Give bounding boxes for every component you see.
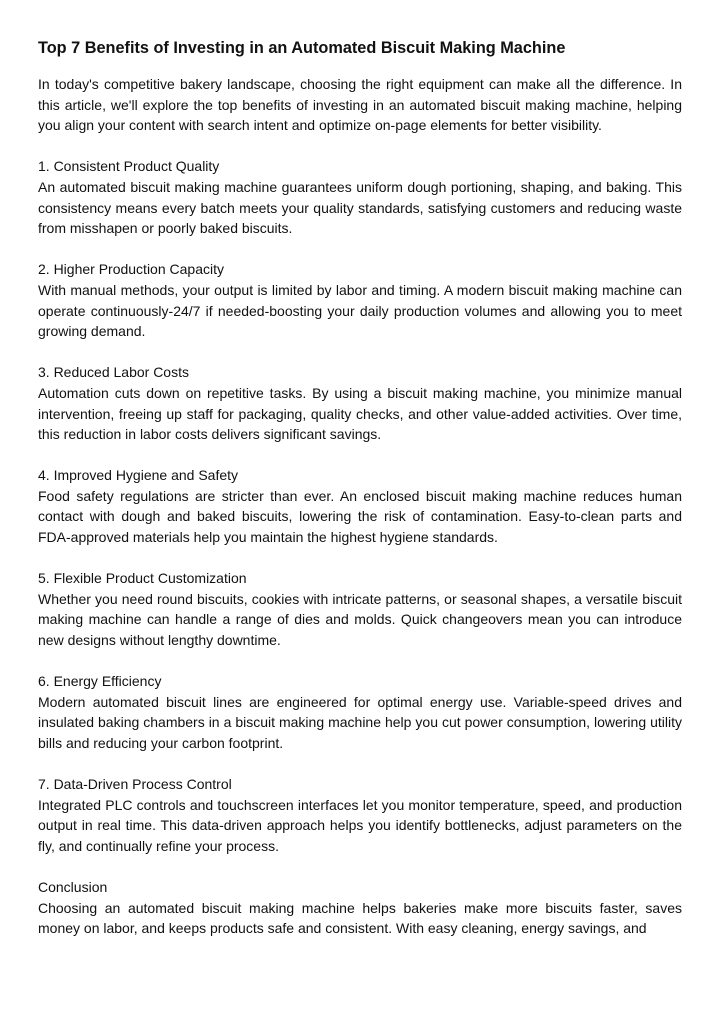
section-production-capacity	[38, 259, 682, 341]
section-heading: 2. Higher Production Capacity	[38, 261, 224, 278]
section-hygiene-safety	[38, 465, 682, 547]
section-conclusion	[38, 877, 682, 939]
section-heading: 6. Energy Efficiency	[38, 673, 162, 690]
section-text: Choosing an automated biscuit making machine helps bakeries make more biscuits faster, saves money on labor, and keeps products safe and consistent. With easy cleaning, energy savings, and	[38, 899, 682, 937]
intro-paragraph: In today's competitive bakery landscape, choosing the right equipment can make all the difference. In this article, we'll explore the top benefits of investing in an automated biscuit making machine, helping you align your content with search intent and optimize on-page elements for better visibility.	[38, 76, 682, 134]
section-text: With manual methods, your output is limited by labor and timing. A modern biscuit making machine can operate continuously-24/7 if needed-boosting your daily production volumes and allowing you to meet growing demand.	[38, 281, 682, 340]
section-energy-efficiency	[38, 671, 682, 753]
document-title: Top 7 Benefits of Investing in an Automated Biscuit Making Machine	[38, 39, 566, 57]
document-body	[38, 74, 682, 960]
section-heading: 5. Flexible Product Customization	[38, 570, 247, 587]
section-text: Whether you need round biscuits, cookies with intricate patterns, or seasonal shapes, a versatile biscuit making machine can handle a range of dies and molds. Quick changeovers mean you can introduce new designs without lengthy downtime.	[38, 590, 682, 649]
section-heading: 1. Consistent Product Quality	[38, 158, 220, 175]
section-heading: 7. Data-Driven Process Control	[38, 776, 232, 793]
section-labor-costs	[38, 362, 682, 444]
section-process-control	[38, 774, 682, 856]
section-text: Food safety regulations are stricter than ever. An enclosed biscuit making machine reduces human contact with dough and baked biscuits, lowering the risk of contamination. Easy-to-clean parts and FDA-approved materials help you maintain the highest hygiene standards.	[38, 487, 682, 546]
section-heading: Conclusion	[38, 879, 108, 896]
section-heading: 3. Reduced Labor Costs	[38, 364, 189, 381]
section-text: Integrated PLC controls and touchscreen interfaces let you monitor temperature, speed, and production output in real time. This data-driven approach helps you identify bottlenecks, adjust parameters on the fly, and continually refine your process.	[38, 796, 682, 854]
section-consistent-quality	[38, 156, 682, 238]
section-text: Automation cuts down on repetitive tasks. By using a biscuit making machine, you minimize manual intervention, freeing up staff for packaging, quality checks, and other value-added activities. Over time, this reduction in labor costs delivers significant savings.	[38, 384, 682, 443]
section-heading: 4. Improved Hygiene and Safety	[38, 467, 239, 484]
section-customization	[38, 568, 682, 650]
section-text: Modern automated biscuit lines are engineered for optimal energy use. Variable-speed drives and insulated baking chambers in a biscuit making machine help you cut power consumption, lowering utility bills and reducing your carbon footprint.	[38, 693, 682, 751]
section-text: An automated biscuit making machine guarantees uniform dough portioning, shaping, and baking. This consistency means every batch meets your quality standards, satisfying customers and reducing waste from misshapen or poorly baked biscuits.	[38, 178, 682, 237]
